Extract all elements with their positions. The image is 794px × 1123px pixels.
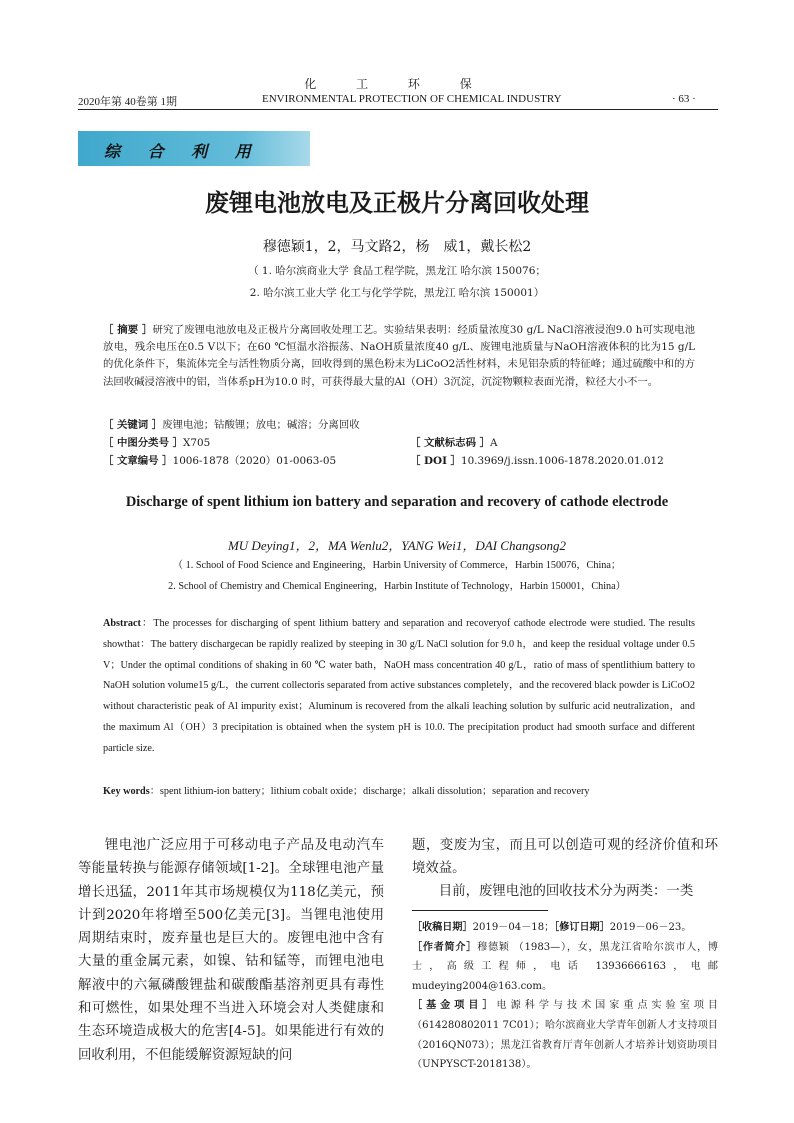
footnote-dates	[412, 918, 718, 938]
affiliation-cn-2: 2. 哈尔滨工业大学 化工与化学学院，黑龙江 哈尔滨 150001）	[249, 287, 545, 299]
issue-info: 2020年第 40卷第 1期	[78, 96, 177, 108]
affiliation-en-1: （ 1. School of Food Science and Engineering，Harbin University of Commerce，Harbin 150076，China；	[172, 560, 622, 571]
clc-number	[103, 434, 210, 449]
body-text-right: 题，变废为宝，而且可以创造可观的经济价值和环境效益。	[412, 838, 718, 877]
article-number	[103, 452, 336, 467]
abstract-cn-text: 研究了废锂电池放电及正极片分离回收处理工艺。实验结果表明：经质量浓度30 g/L NaCl溶液浸泡9.0 h可实现电池放电，残余电压在0.5 V以下；在60 ℃恒温水浴振荡、NaOH质量浓度40 g/L、废锂电池质量与NaOH溶液体积的比为15 g/L的优化条件下，集流体完全与活性物质分离，回收得到的黑色粉末为LiCoO2活性材料，未见铝杂质的特征峰；通过硫酸中和的方法回收碱浸溶液中的铝，当体系pH为10.0 时，可获得最大量的Al（OH）3沉淀，沉淀物颗粒表面光滑，粒径大小不一。	[103, 324, 695, 388]
keywords-en-label: Key words	[103, 786, 150, 797]
abstract-en	[103, 614, 695, 760]
revised-date: 2019－06－23。	[609, 922, 692, 933]
revised-label: ［修订日期］	[554, 922, 610, 933]
paper-title-en: Discharge of spent lithium ion battery and separation and recovery of cathode electrode	[125, 494, 669, 510]
body-text-right-2: 目前，废锂电池的回收技术分为两类：一类	[438, 884, 694, 899]
footnote-author	[412, 938, 718, 997]
abstract-cn-label: ［ 摘要 ］	[103, 324, 153, 336]
fund-label: ［基金项目］	[412, 1000, 497, 1012]
fund-text: 电源科学与技术国家重点实验室项目（614280802011 7C01）；哈尔滨商业大学青年创新人才支持项目（2016QN073）；黑龙江省教育厅青年创新人才培养计划资助项目（UNPYSCT-2018138）。	[412, 1000, 719, 1071]
doi-label: ［ DOI ］	[410, 455, 461, 467]
abstract-cn	[103, 322, 695, 391]
journal-name-en: ENVIRONMENTAL PROTECTION OF CHEMICAL INDUSTRY	[262, 93, 562, 105]
journal-name-cn: 化 工 环 保	[304, 77, 490, 91]
author-bio: 穆德颖 （1983—），女，黑龙江省哈尔滨市人，博士，高级工程师，电话 13936666163，电邮 mudeying2004@163.com。	[412, 941, 718, 992]
doi	[410, 452, 664, 467]
artno-label: ［ 文章编号 ］	[103, 455, 173, 467]
affiliation-en-2: 2. School of Chemistry and Chemical Engineering，Harbin Institute of Technology，Harbin 150001，China）	[168, 581, 626, 592]
doccode-label: ［ 文献标志码 ］	[410, 437, 490, 449]
document-code	[410, 434, 497, 449]
received-label: ［收稿日期］	[412, 922, 473, 933]
abstract-en-text: ：The processes for discharging of spent lithium battery and separation and recoveryof cathode electrode were studied. The results showthat：The battery dischargecan be rapidly realized by steeping in 30 g/L NaCl solution for 9.0 h，and keep the residual voltage under 0.5 V；Under the optimal conditions of shaking in 60 ℃ water bath，NaOH mass concentration 40 g/L，ratio of mass of spentlithium battery to NaOH solution volume15 g/L，the current collectoris separated from active substances completely，and the recovered black powder is LiCoO2 without characteristic peak of Al impurity exist；Aluminum is recovered from the alkali leaching solution by sulfuric acid neutralization，and the maximum Al（OH）3 precipitation is obtained when the system pH is 10.0. The precipitation product had smooth surface and different particle size.	[103, 618, 695, 754]
paper-title-cn: 废锂电池放电及正极片分离回收处理	[205, 189, 589, 217]
authors-en: MU Deying1，2，MA Wenlu2，YANG Wei1，DAI Changsong2	[227, 538, 567, 553]
abstract-en-label: Abstract	[103, 618, 141, 629]
doccode-value: A	[489, 437, 498, 449]
keywords-en	[103, 782, 589, 797]
keywords-cn-label: ［ 关键词 ］	[103, 419, 163, 431]
footnote-fund	[412, 996, 718, 1074]
clc-value: X705	[182, 437, 211, 449]
clc-label: ［ 中图分类号 ］	[103, 437, 183, 449]
keywords-cn	[103, 416, 360, 431]
doi-value: 10.3969/j.issn.1006-1878.2020.01.012	[460, 455, 664, 467]
keywords-en-text: ：spent lithium-ion battery；lithium cobalt oxide；discharge；alkali dissolution；separation and recovery	[149, 786, 590, 797]
page-number: · 63 ·	[672, 93, 696, 105]
body-text-left: 锂电池广泛应用于可移动电子产品及电动汽车等能量转换与能源存储领域[1-2]。全球锂电池产量增长迅猛，2011年其市场规模仅为118亿美元，预计到2020年将增至500亿美元[3]。当锂电池使用周期结束时，废弃量也是巨大的。废锂电池中含有大量的重金属元素，如镍、钴和锰等，而锂电池电解液中的六氟磷酸锂盐和碳酸酯基溶剂更具有毒性和可燃性，如果处理不当进入环境会对人类健康和生态环境造成极大的危害[4-5]。如果能进行有效的回收利用，不但能缓解资源短缺的问	[78, 838, 384, 1063]
author-bio-label: ［作者简介］	[412, 941, 478, 953]
keywords-cn-text: 废锂电池；钴酸锂；放电；碱溶；分离回收	[162, 419, 360, 431]
header-rule	[78, 109, 718, 110]
section-title: 综 合 利 用	[104, 142, 262, 161]
authors-cn: 穆德颖1，2，马文路2，杨 威1，戴长松2	[262, 239, 532, 255]
artno-value: 1006-1878（2020）01-0063-05	[172, 455, 337, 467]
affiliation-cn-1: （ 1. 哈尔滨商业大学 食品工程学院，黑龙江 哈尔滨 150076；	[248, 265, 546, 277]
footnotes	[412, 918, 718, 1075]
footnote-rule	[412, 910, 548, 911]
received-date: 2019－04－18；	[472, 922, 555, 933]
